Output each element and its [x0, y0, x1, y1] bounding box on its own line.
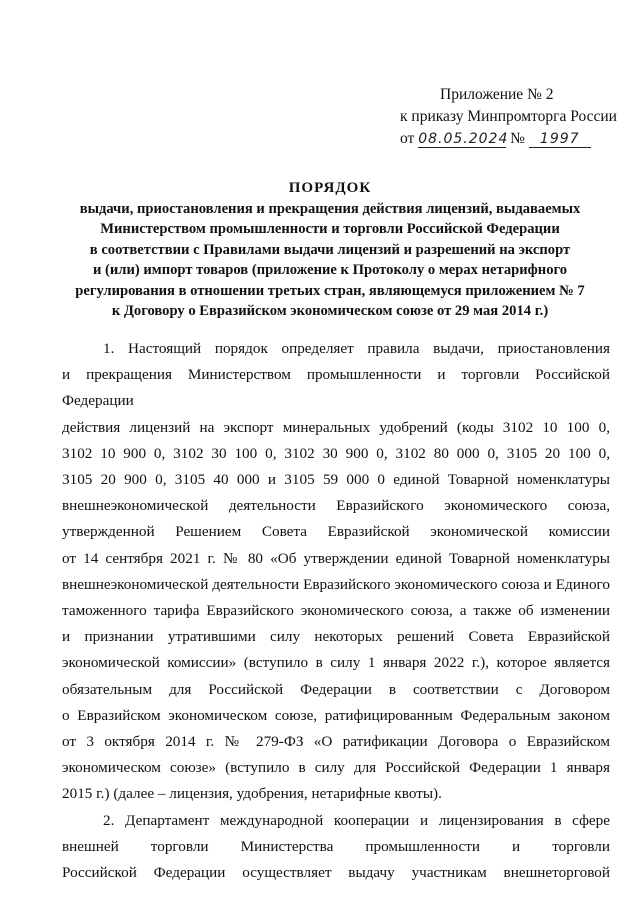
body-line: внешнеэкономической деятельности Евразийского экономического союза, [62, 497, 610, 515]
from-label: от [400, 130, 415, 147]
heading-line: выдачи, приостановления и прекращения действия лицензий, выдаваемых [79, 200, 581, 217]
handwritten-date: 08.05.2024 [418, 131, 509, 147]
body-line: обязательным для Российской Федерации в соответствии с Договором [62, 680, 610, 698]
document-heading [60, 178, 600, 322]
body-line: 2015 г.) (далее – лицензия, удобрения, нетарифные квоты). [62, 785, 442, 803]
heading-title: ПОРЯДОК [288, 180, 372, 196]
body-line: внешнеэкономической деятельности Евразийского экономического союза и Единого [62, 575, 610, 593]
appendix-order-ref: к приказу Минпромторга России [400, 108, 617, 125]
number-label: № [510, 130, 525, 147]
body-line: и прекращения Министерством промышленности и торговли Российской Федерации [62, 366, 610, 410]
body-line: 3105 20 900 0, 3105 40 000 и 3105 59 000 0 единой Товарной номенклатуры [62, 471, 610, 489]
body-line: от 3 октября 2014 г. № 279-ФЗ «О ратификации Договора о Евразийском [62, 733, 610, 751]
body-line: таможенного тарифа Евразийского экономического союза, а также об изменении [62, 602, 610, 620]
body-line: 2. Департамент международной кооперации и лицензирования в сфере [103, 811, 610, 829]
heading-line: к Договору о Евразийском экономическом союзе от 29 мая 2014 г.) [111, 303, 549, 319]
body-line: 1. Настоящий порядок определяет правила выдачи, приостановления [103, 340, 610, 357]
heading-line: и (или) импорт товаров (приложение к Протоколу о мерах нетарифного [92, 262, 568, 278]
appendix-number: Приложение № 2 [440, 86, 554, 103]
heading-line: Министерством промышленности и торговли Российской Федерации [100, 221, 560, 237]
body-line: внешней торговли Министерства промышленности и торговли [62, 837, 610, 855]
body-line: действия лицензий на экспорт минеральных удобрений (коды 3102 10 100 0, [62, 418, 610, 436]
body-line: экономической комиссии» (вступило в силу 1 января 2022 г.), которое является [62, 654, 610, 672]
body-line: о Евразийском экономическом союзе, ратифицированным Федеральным законом [62, 706, 610, 724]
body-line: Российской Федерации осуществляет выдачу участникам внешнеторговой [62, 864, 610, 882]
appendix-date-line [400, 128, 620, 150]
body-line: экономическом союзе» (вступило в силу для Российской Федерации 1 января [62, 759, 610, 777]
body-line: утвержденной Решением Совета Евразийской экономической комиссии [62, 523, 610, 541]
appendix-block [400, 84, 620, 150]
document-body [62, 336, 610, 886]
body-line: и признании утратившими силу некоторых решений Совета Евразийской [62, 628, 610, 646]
heading-line: регулирования в отношении третьих стран, являющемуся приложением № 7 [75, 282, 585, 299]
body-line: от 14 сентября 2021 г. № 80 «Об утверждении единой Товарной номенклатуры [62, 549, 610, 567]
heading-line: в соответствии с Правилами выдачи лицензий и разрешений на экспорт [89, 241, 571, 258]
body-line: 3102 10 900 0, 3102 30 100 0, 3102 30 900 0, 3102 80 000 0, 3105 20 100 0, [62, 444, 610, 462]
handwritten-number: 1997 [529, 131, 591, 148]
